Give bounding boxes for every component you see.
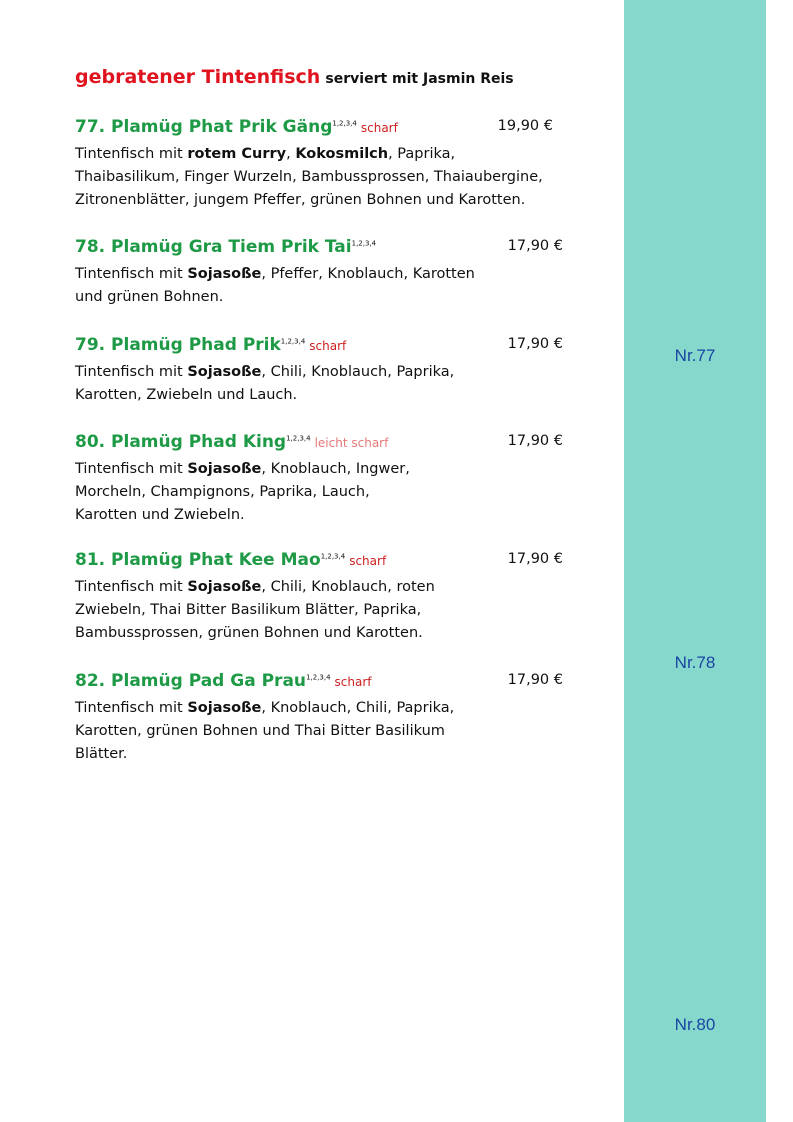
menu-item-79	[75, 335, 575, 407]
dish-name: 78. Plamüg Gra Tiem Prik Tai$^{1,2,3,4}$	[75, 237, 377, 257]
allergen-codes: 1,2,3,4	[320, 552, 346, 561]
allergen-codes: 1,2,3,4	[332, 119, 357, 128]
index-label-78: Nr.78	[674, 653, 716, 672]
spice-level: scharf	[349, 554, 387, 568]
menu-item-81	[75, 550, 575, 645]
dish-name: 80. Plamüg Phad King$^{1,2,3,4}$ leicht scharf	[75, 432, 389, 452]
spice-level: leicht scharf	[314, 436, 389, 450]
section-subtitle: serviert mit Jasmin Reis	[325, 71, 514, 87]
dish-description: Tintenfisch mit Sojasoße, Pfeffer, Knoblauch, Karotten und grünen Bohnen.	[75, 266, 475, 305]
menu-item-80	[75, 432, 575, 527]
allergen-codes: 1,2,3,4	[351, 239, 377, 248]
section-title: gebratener Tintenfisch	[75, 66, 321, 88]
dish-name: 77. Plamüg Phat Prik Gäng$^{1,2,3,4}$ scharf	[75, 117, 398, 137]
dish-price: 17,90 €	[507, 336, 563, 352]
dish-price: 17,90 €	[507, 238, 563, 254]
dish-description: Tintenfisch mit Sojasoße, Chili, Knoblauch, Paprika, Karotten, Zwiebeln und Lauch.	[75, 364, 455, 403]
dish-name: 82. Plamüg Pad Ga Prau$^{1,2,3,4}$ scharf	[75, 671, 372, 691]
spice-level: scharf	[334, 675, 372, 689]
dish-price: 17,90 €	[507, 551, 563, 567]
allergen-codes: 1,2,3,4	[286, 434, 311, 443]
allergen-codes: 1,2,3,4	[306, 673, 331, 682]
menu-item-82	[75, 671, 575, 766]
side-index-strip	[624, 0, 766, 1122]
menu-item-78	[75, 237, 575, 309]
section-heading	[75, 66, 514, 88]
dish-description: Tintenfisch mit Sojasoße, Chili, Knoblauch, roten Zwiebeln, Thai Bitter Basilikum Blätter, Paprika, Bambussprossen, grünen Bohnen und Karotten.	[75, 579, 435, 641]
dish-name: 79. Plamüg Phad Prik$^{1,2,3,4}$ scharf	[75, 335, 347, 355]
allergen-codes: 1,2,3,4	[280, 337, 306, 346]
dish-description: Tintenfisch mit Sojasoße, Knoblauch, Chili, Paprika, Karotten, grünen Bohnen und Thai Bitter Basilikum Blätter.	[75, 700, 455, 762]
dish-price: 17,90 €	[507, 433, 563, 449]
spice-level: scharf	[309, 339, 347, 353]
dish-price: 17,90 €	[507, 672, 563, 688]
index-label-77: Nr.77	[674, 346, 716, 365]
index-label-80: Nr.80	[674, 1015, 716, 1034]
dish-name: 81. Plamüg Phat Kee Mao$^{1,2,3,4}$ scharf	[75, 550, 387, 570]
menu-item-77	[75, 117, 575, 212]
dish-description: Tintenfisch mit Sojasoße, Knoblauch, Ingwer, Morcheln, Champignons, Paprika, Lauch, Karotten und Zwiebeln.	[75, 461, 410, 523]
spice-level: scharf	[360, 121, 398, 135]
dish-price: 19,90 €	[497, 118, 553, 134]
dish-description: Tintenfisch mit rotem Curry, Kokosmilch, Paprika, Thaibasilikum, Finger Wurzeln, Bambussprossen, Thaiaubergine, Zitronenblätter, jungem Pfeffer, grünen Bohnen und Karotten.	[75, 146, 543, 208]
